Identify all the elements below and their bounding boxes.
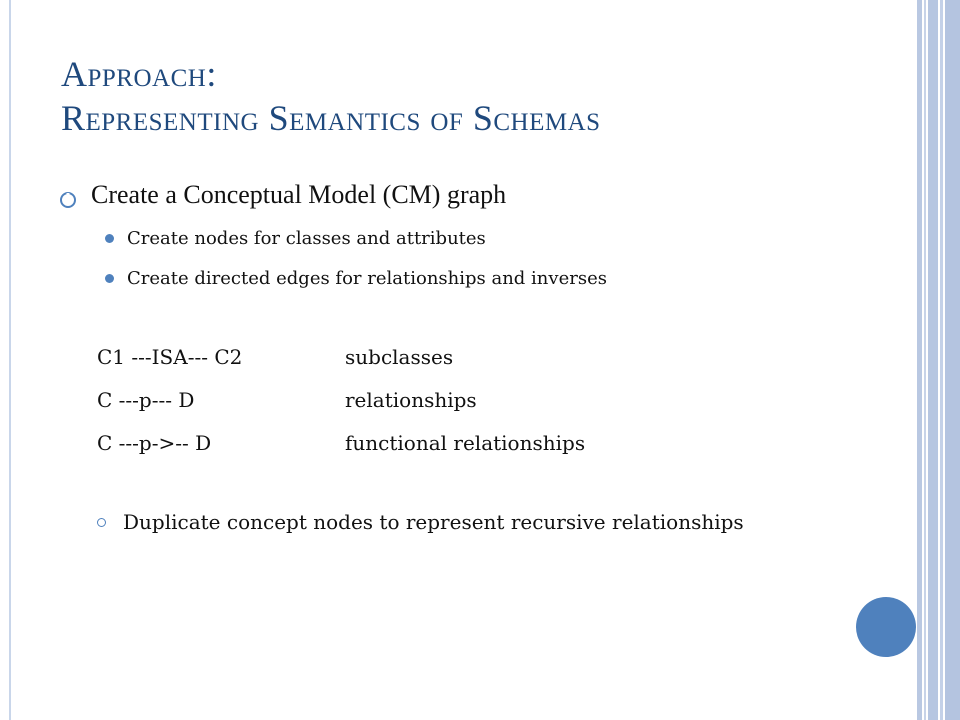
sub-bullet	[105, 268, 607, 289]
notation-pattern: C ---p->-- D	[97, 431, 212, 455]
sub-bullet	[105, 228, 486, 249]
decorative-circle	[856, 597, 916, 657]
sub-bullet-text: Create nodes for classes and attributes	[127, 228, 486, 249]
side-bar	[928, 0, 938, 720]
side-bar	[917, 0, 922, 720]
sub-bullet-text: Create directed edges for relationships and inverses	[127, 268, 607, 289]
title-line-2: Representing Semantics of Schemas	[61, 98, 601, 138]
filled-dot-icon	[105, 234, 114, 243]
main-bullet	[59, 180, 506, 210]
note-bullet	[97, 507, 823, 537]
side-bar	[924, 0, 926, 720]
hollow-circle-icon	[97, 518, 106, 527]
side-bar	[940, 0, 943, 720]
notation-pattern: C ---p--- D	[97, 388, 195, 412]
notation-row	[97, 431, 585, 455]
notation-meaning: subclasses	[345, 345, 454, 369]
main-bullet-text: Create a Conceptual Model (CM) graph	[91, 180, 507, 209]
open-circle-arrow-icon	[59, 186, 77, 204]
notation-row	[97, 388, 477, 412]
notation-meaning: functional relationships	[345, 431, 586, 455]
left-frame-line	[9, 0, 11, 720]
filled-dot-icon	[105, 274, 114, 283]
notation-row	[97, 345, 453, 369]
notation-meaning: relationships	[345, 388, 477, 412]
note-bullet-text: Duplicate concept nodes to represent recursive relationships	[123, 510, 744, 534]
notation-pattern: C1 ---ISA--- C2	[97, 345, 243, 369]
side-bar	[945, 0, 960, 720]
slide-title	[61, 52, 601, 140]
title-line-1: Approach:	[61, 54, 217, 94]
